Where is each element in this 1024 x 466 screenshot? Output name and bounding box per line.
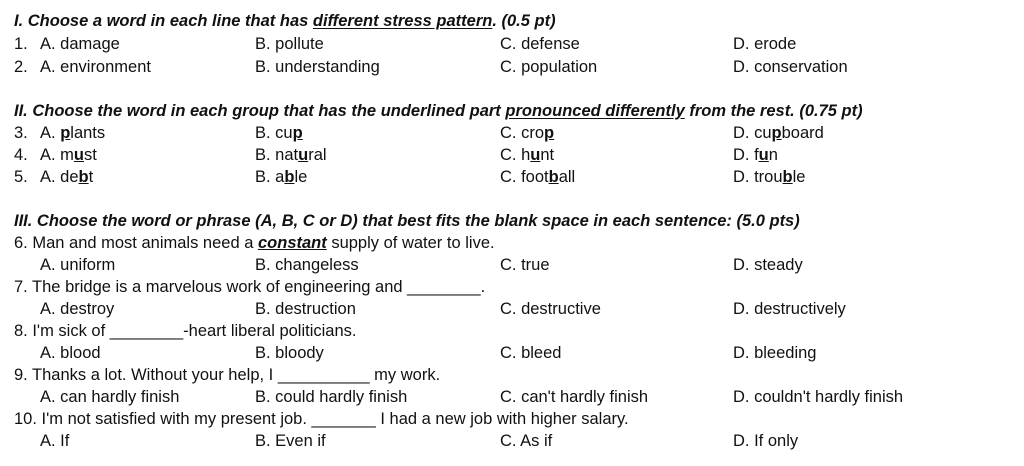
option-b[interactable]: B. bloody [255, 344, 324, 362]
question-stem: 8. I'm sick of ________-heart liberal politicians. [14, 322, 357, 340]
option-d[interactable]: D. steady [733, 256, 803, 274]
underlined-letter: u [298, 146, 309, 164]
question-6-options [0, 254, 1024, 276]
question-stem: 10. I'm not satisfied with my present job. _______ I had a new job with higher salary. [14, 410, 629, 428]
option-c[interactable]: C. hunt [500, 146, 555, 164]
option-a[interactable]: A. must [40, 146, 97, 164]
option-d[interactable]: D. conservation [733, 58, 848, 76]
option-b[interactable]: B. pollute [255, 35, 324, 53]
underlined-letter: u [73, 146, 85, 164]
underlined-letter: u [530, 146, 541, 164]
underlined-letter: u [758, 146, 769, 164]
question-stem: 7. The bridge is a marvelous work of engineering and ________. [14, 278, 486, 296]
question-number: 3. [14, 124, 28, 142]
option-c[interactable]: C. As if [500, 432, 553, 450]
option-d[interactable]: D. trouble [733, 168, 806, 186]
option-b[interactable]: B. Even if [255, 432, 326, 450]
option-c[interactable]: C. football [500, 168, 576, 186]
option-c[interactable]: C. destructive [500, 300, 601, 318]
underlined-letter: p [544, 124, 555, 142]
underlined-letter: p [771, 124, 782, 142]
part2-title-suffix: from the rest. (0.75 pt) [684, 102, 863, 120]
option-d[interactable]: D. couldn't hardly finish [733, 388, 904, 406]
option-d[interactable]: D. cupboard [733, 124, 824, 142]
option-d[interactable]: D. fun [733, 146, 778, 164]
question-2 [0, 56, 1024, 78]
option-a[interactable]: A. environment [40, 58, 151, 76]
question-10-options [0, 430, 1024, 452]
underlined-letter: p [60, 124, 71, 142]
question-5 [0, 166, 1024, 188]
question-4 [0, 144, 1024, 166]
question-9-stem [0, 364, 1024, 386]
question-7-stem [0, 276, 1024, 298]
part1-heading [0, 10, 1024, 32]
question-number: 1. [14, 35, 28, 53]
option-a[interactable]: A. plants [40, 124, 106, 142]
option-b[interactable]: B. destruction [255, 300, 356, 318]
option-b[interactable]: B. cup [255, 124, 303, 142]
option-c[interactable]: C. population [500, 58, 598, 76]
question-6-stem [0, 232, 1024, 254]
question-1 [0, 33, 1024, 55]
underlined-letter: b [78, 168, 89, 186]
part1-title-suffix: . (0.5 pt) [492, 12, 556, 30]
question-number: 4. [14, 146, 28, 164]
underlined-letter: b [782, 168, 793, 186]
option-b[interactable]: B. able [255, 168, 308, 186]
option-a[interactable]: A. can hardly finish [40, 388, 180, 406]
option-d[interactable]: D. If only [733, 432, 799, 450]
part2-title [14, 100, 863, 122]
option-a[interactable]: A. If [40, 432, 70, 450]
option-c[interactable]: C. true [500, 256, 550, 274]
option-d[interactable]: D. erode [733, 35, 797, 53]
part1-title [14, 10, 556, 32]
part2-heading [0, 100, 1024, 122]
underlined-letter: b [548, 168, 559, 186]
question-number: 2. [14, 58, 28, 76]
option-c[interactable]: C. bleed [500, 344, 562, 362]
option-a[interactable]: A. uniform [40, 256, 116, 274]
question-10-stem [0, 408, 1024, 430]
option-c[interactable]: C. defense [500, 35, 580, 53]
question-number: 5. [14, 168, 28, 186]
part3-title: III. Choose the word or phrase (A, B, C or D) that best fits the blank space in each sentence: (5.0 pts) [14, 212, 800, 230]
option-c[interactable]: C. crop [500, 124, 555, 142]
question-stem: 6. Man and most animals need a constant supply of water to live. [14, 234, 495, 252]
option-a[interactable]: A. debt [40, 168, 94, 186]
question-8-options [0, 342, 1024, 364]
keyword: constant [257, 234, 327, 252]
underlined-letter: b [284, 168, 295, 186]
option-a[interactable]: A. destroy [40, 300, 115, 318]
option-b[interactable]: B. could hardly finish [255, 388, 408, 406]
part2-title-underlined: pronounced differently [505, 102, 685, 120]
option-c[interactable]: C. can't hardly finish [500, 388, 649, 406]
question-8-stem [0, 320, 1024, 342]
option-b[interactable]: B. natural [255, 146, 327, 164]
question-3 [0, 122, 1024, 144]
part3-heading [0, 210, 1024, 232]
part1-title-prefix: I. Choose a word in each line that has [14, 12, 313, 30]
option-d[interactable]: D. bleeding [733, 344, 817, 362]
question-9-options [0, 386, 1024, 408]
option-d[interactable]: D. destructively [733, 300, 846, 318]
question-stem: 9. Thanks a lot. Without your help, I __________ my work. [14, 366, 441, 384]
question-7-options [0, 298, 1024, 320]
option-a[interactable]: A. blood [40, 344, 101, 362]
part2-title-prefix: II. Choose the word in each group that has the underlined part [14, 102, 506, 120]
option-b[interactable]: B. understanding [255, 58, 380, 76]
underlined-letter: p [292, 124, 303, 142]
option-b[interactable]: B. changeless [255, 256, 359, 274]
part1-title-underlined: different stress pattern [312, 12, 493, 30]
option-a[interactable]: A. damage [40, 35, 120, 53]
